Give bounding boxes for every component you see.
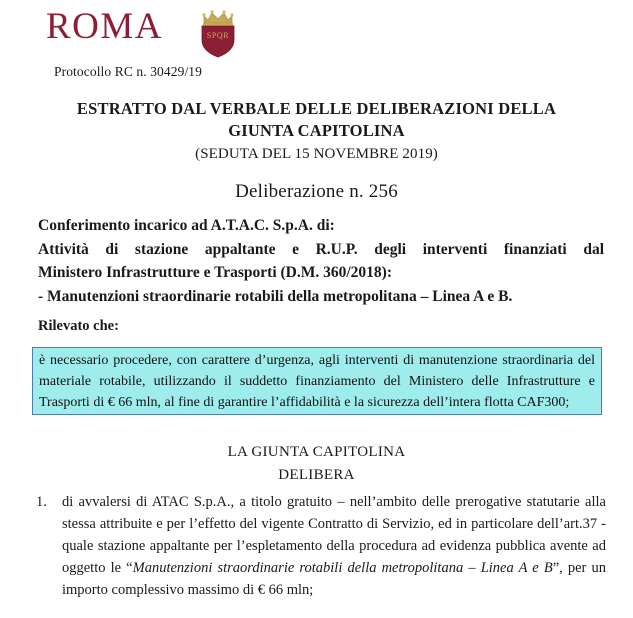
highlight-text: è necessario procedere, con carattere d’urgenza, agli interventi di manutenzione straordinaria del materiale rotabile, utilizzando il suddetto finanziamento del Ministero delle Infrastrutture e Trasporti di € 66 mln, al fine di garantire l’affidabilità e la sicurezza xyxy=(39,353,595,410)
resolution-item-body xyxy=(62,491,606,601)
document-title-line-2: GIUNTA CAPITOLINA xyxy=(228,120,405,140)
subject-line-2: Attività di stazione appaltante e R.U.P. degli interventi finanziati dal xyxy=(38,240,604,258)
subject-line-3: Ministero Infrastrutture e Trasporti (D.M. 360/2018): xyxy=(38,264,393,282)
highlight-box xyxy=(32,347,602,415)
resolution-item-marker: 1. xyxy=(36,494,47,510)
deliberation-number: Deliberazione n. 256 xyxy=(235,181,398,202)
resolution-item-text-part-2: ”, per un importo complessivo massimo di € 66 mln; xyxy=(62,560,606,599)
resolving-organ: LA GIUNTA CAPITOLINA xyxy=(227,444,406,460)
subject-block xyxy=(38,214,604,308)
roma-wordmark: ROMA xyxy=(46,6,164,47)
document-title xyxy=(0,98,633,142)
resolution-verb: DELIBERA xyxy=(278,467,355,483)
highlighted-passage xyxy=(32,347,602,415)
spqr-coat-of-arms-icon xyxy=(193,7,243,60)
rilevato-heading: Rilevato che: xyxy=(38,318,119,334)
document-title-line-1: ESTRATTO DAL VERBALE DELLE DELIBERAZIONI DELLA xyxy=(76,99,557,118)
resolution-item-quoted-title: Manutenzioni straordinarie rotabili della metropolitana – Linea A e B xyxy=(132,560,553,577)
subject-line-1: Conferimento incarico ad A.T.A.C. S.p.A. di: xyxy=(38,217,335,234)
svg-text:SPQR: SPQR xyxy=(206,31,230,40)
session-date: (SEDUTA DEL 15 NOVEMBRE 2019) xyxy=(195,146,438,162)
subject-line-4: - Manutenzioni straordinarie rotabili della metropolitana – Linea A e B. xyxy=(38,287,513,305)
highlight-last-line: dell’intera flotta CAF300; xyxy=(423,395,570,410)
masthead xyxy=(0,0,633,62)
resolution-item-text-part-1: di avvalersi di ATAC S.p.A., a titolo gratuito – nell’ambito delle prerogative statutarie alla stessa attribuite e per l’effetto del vigente Contratto di Servizio, ed in particolare dell’art.37 - quale stazione appaltante per l’espletamento della procedura ad evidenza pubblica avente ad oggetto le “ xyxy=(62,494,606,577)
resolution-item xyxy=(36,491,606,601)
protocol-number: Protocollo RC n. 30429/19 xyxy=(54,64,203,79)
